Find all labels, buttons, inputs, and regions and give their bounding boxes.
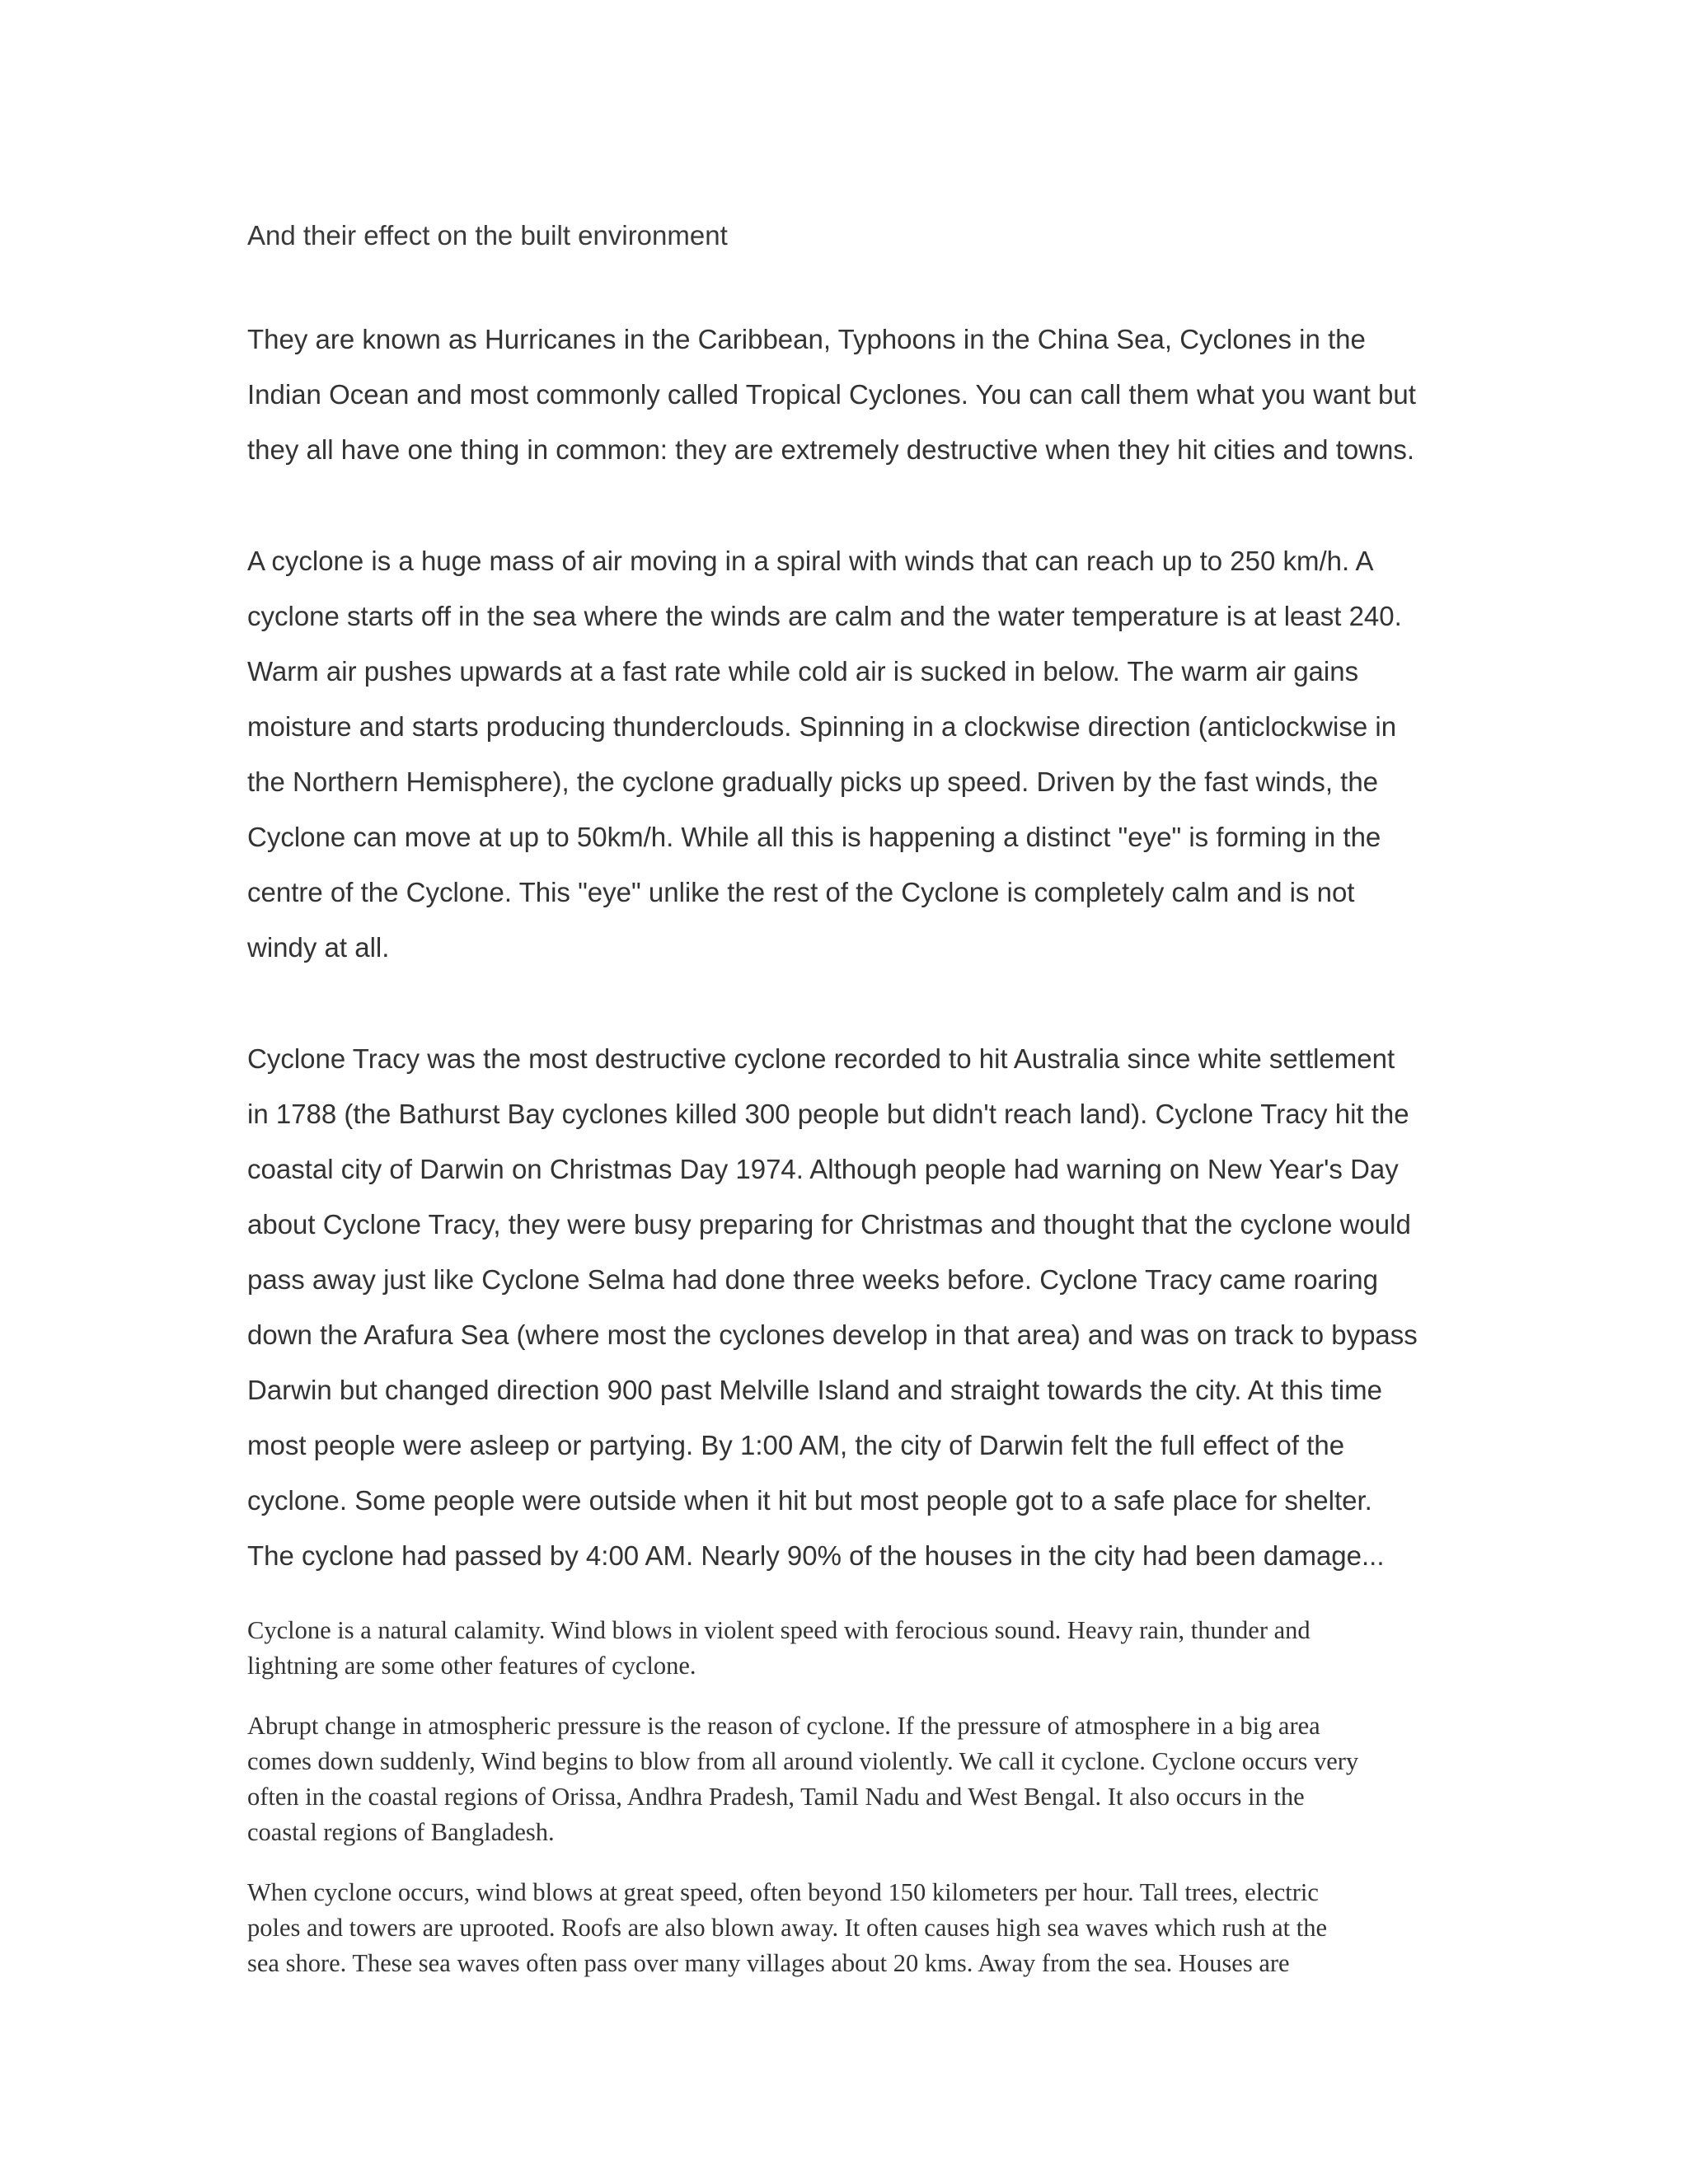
paragraph-natural-calamity: Cyclone is a natural calamity. Wind blows in violent speed with ferocious sound. Heavy rain, thunder and lightning are some other features of cyclone. [247,1616,1311,1680]
paragraph-cyclone-names: They are known as Hurricanes in the Caribbean, Typhoons in the China Sea, Cyclones in the Indian Ocean and most commonly called Tropical Cyclones. You can call them what you want but they all have one thing in common: they are extremely destructive when they hit cities and towns. [247,324,1416,465]
paragraph-cyclone-tracy: Cyclone Tracy was the most destructive cyclone recorded to hit Australia since white settlement in 1788 (the Bathurst Bay cyclones killed 300 people but didn't reach land). Cyclone Tracy hit the coastal city of Darwin on Christmas Day 1974. Although people had warning on New Year's Day about Cyclone Tracy, they were busy preparing for Christmas and thought that the cyclone would pass away just like Cyclone Selma had done three weeks before. Cyclone Tracy came roaring down the Arafura Sea (where most the cyclones develop in that area) and was on track to bypass Darwin but changed direction 900 past Melville Island and straight towards the city. At this time most people were asleep or partying. By 1:00 AM, the city of Darwin felt the full effect of the cyclone. Some people were outside when it hit but most people got to a safe place for shelter. The cyclone had passed by 4:00 AM. Nearly 90% of the houses in the city had been damage... [247,1043,1418,1571]
document-body [247,216,1441,2006]
paragraph-atmospheric-pressure: Abrupt change in atmospheric pressure is the reason of cyclone. If the pressure of atmosphere in a big area comes down suddenly, Wind begins to blow from all around violently. We call it cyclone. Cyclone occurs very often in the coastal regions of Orissa, Andhra Pradesh, Tamil Nadu and West Bengal. It also occurs in the coastal regions of Bangladesh. [247,1712,1359,1846]
secondary-text-block [247,1613,1441,1981]
paragraph-cyclone-effects: When cyclone occurs, wind blows at great speed, often beyond 150 kilometers per hour. Tall trees, electric poles and towers are uprooted. Roofs are also blown away. It often causes high sea waves which rush at the sea shore. These sea waves often pass over many villages about 20 kms. Away from the sea. Houses are [247,1878,1327,1977]
document-subtitle: And their effect on the built environment [247,220,728,251]
paragraph-cyclone-formation: A cyclone is a huge mass of air moving in a spiral with winds that can reach up to 250 km/h. A cyclone starts off in the sea where the winds are calm and the water temperature is at least 240. Warm air pushes upwards at a fast rate while cold air is sucked in below. The warm air gains moisture and starts producing thunderclouds. Spinning in a clockwise direction (anticlockwise in the Northern Hemisphere), the cyclone gradually picks up speed. Driven by the fast winds, the Cyclone can move at up to 50km/h. While all this is happening a distinct "eye" is forming in the centre of the Cyclone. This "eye" unlike the rest of the Cyclone is completely calm and is not windy at all. [247,546,1402,963]
